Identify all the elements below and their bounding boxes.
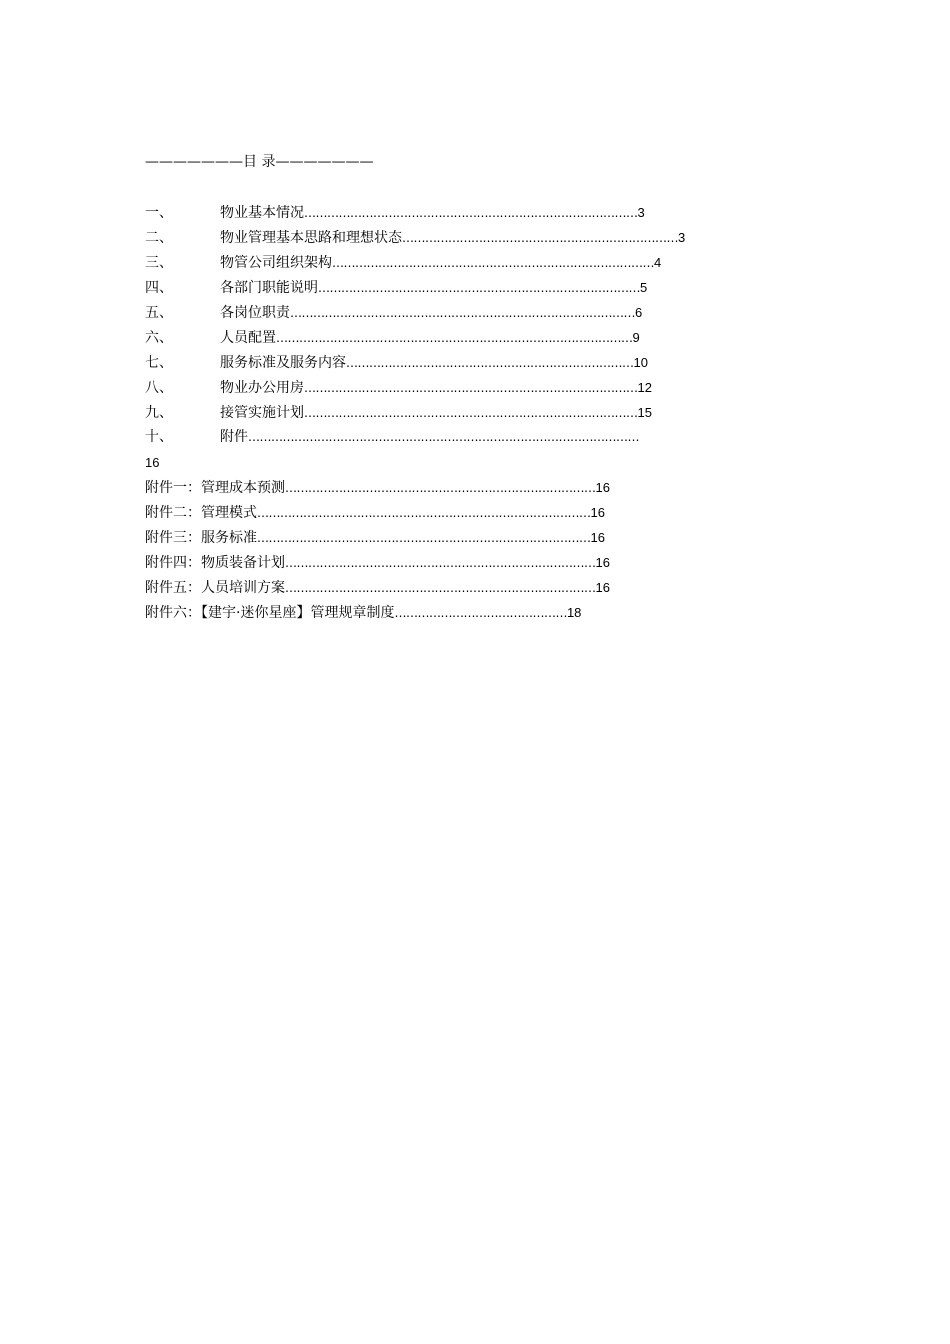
- leader-dots: ………………………………………………………………………: [285, 481, 596, 495]
- leader-dots: ……………………………………………………………………………: [257, 506, 591, 520]
- section-number: 五、: [145, 305, 173, 321]
- section-number: 二、: [145, 230, 173, 246]
- appendix-row[interactable]: [145, 500, 825, 525]
- leader-dots: ………………………………………………………………………: [285, 581, 596, 595]
- section-number: 九、: [145, 405, 173, 421]
- toc-row[interactable]: [145, 275, 825, 300]
- section-title: 各岗位职责: [220, 305, 290, 321]
- section-title: 各部门职能说明: [220, 280, 318, 296]
- leader-dots: ………………………………………………………………………: [285, 556, 596, 570]
- appendix-row[interactable]: [145, 600, 825, 625]
- section-title: 物业管理基本思路和理想状态: [220, 230, 402, 246]
- appendix-title: 附件四：物质装备计划: [145, 555, 285, 571]
- leader-dots: ………………………………………: [394, 606, 567, 620]
- page-number: 9: [632, 330, 640, 345]
- section-title: 物管公司组织架构: [220, 255, 332, 271]
- section-title: 接管实施计划: [220, 405, 304, 421]
- leader-dots: ……………………………………………………………………………: [257, 531, 591, 545]
- toc-row[interactable]: [145, 425, 825, 450]
- page-number: 16: [590, 505, 605, 520]
- page-number: 12: [637, 380, 652, 395]
- page-number: 6: [635, 305, 643, 320]
- section-title: 附件: [220, 429, 248, 445]
- leader-dots: …………………………………………………………………………………: [276, 331, 633, 345]
- appendix-title: 附件五：人员培训方案: [145, 580, 285, 596]
- toc-row[interactable]: [145, 375, 825, 400]
- toc-row[interactable]: [145, 200, 825, 225]
- page-number: 16: [145, 455, 160, 470]
- section-title: 物业基本情况: [220, 205, 304, 221]
- leader-dots: ……………………………………………………………………………: [304, 406, 638, 420]
- leader-dots: ……………………………………………………………………………: [304, 381, 638, 395]
- page-number: 16: [595, 555, 610, 570]
- section-title: 服务标准及服务内容: [220, 355, 346, 371]
- leader-dots: …………………………………………………………………………: [318, 281, 640, 295]
- section-number: 七、: [145, 355, 173, 371]
- page-number: 16: [590, 530, 605, 545]
- toc-title: ———————目 录———————: [145, 154, 374, 170]
- leader-dots: ………………………………………………………………………………: [290, 306, 635, 320]
- leader-dots: …………………………………………………………………………………………: [248, 430, 639, 444]
- appendix-title: 附件一：管理成本预测: [145, 480, 285, 496]
- page-number: 3: [678, 230, 686, 245]
- toc-row[interactable]: [145, 225, 825, 250]
- toc-row[interactable]: [145, 350, 825, 375]
- leader-dots: …………………………………………………………………: [346, 356, 634, 370]
- page-number: 3: [637, 205, 645, 220]
- appendix-row[interactable]: [145, 525, 825, 550]
- toc-row[interactable]: [145, 400, 825, 425]
- appendix-title: 附件六：【建宇·迷你星座】管理规章制度: [145, 605, 395, 621]
- appendix-row[interactable]: [145, 550, 825, 575]
- section-number: 六、: [145, 330, 173, 346]
- toc-row[interactable]: [145, 325, 825, 350]
- leader-dots: ………………………………………………………………: [402, 231, 678, 245]
- page-number: 5: [640, 280, 648, 295]
- leader-dots: ……………………………………………………………………………: [304, 206, 638, 220]
- page-number: 16: [595, 580, 610, 595]
- section-number: 四、: [145, 280, 173, 296]
- page-number: 16: [595, 480, 610, 495]
- page-number: 18: [566, 605, 582, 620]
- section-title: 物业办公用房: [220, 380, 304, 396]
- section-number: 三、: [145, 255, 173, 271]
- page-number: 4: [654, 255, 662, 270]
- leader-dots: …………………………………………………………………………: [332, 256, 654, 270]
- page-number: 15: [637, 405, 652, 420]
- appendix-row[interactable]: [145, 575, 825, 600]
- appendix-title: 附件三：服务标准: [145, 530, 257, 546]
- section-number: 八、: [145, 380, 173, 396]
- appendix-title: 附件二：管理模式: [145, 505, 257, 521]
- section-title: 人员配置: [220, 330, 276, 346]
- toc-row-wrapped-page[interactable]: [145, 450, 825, 475]
- page-number: 10: [633, 355, 648, 370]
- section-number: 一、: [145, 205, 173, 221]
- toc-row[interactable]: [145, 250, 825, 275]
- appendix-row[interactable]: [145, 475, 825, 500]
- table-of-contents: [145, 200, 825, 625]
- section-number: 十、: [145, 429, 173, 445]
- toc-row[interactable]: [145, 300, 825, 325]
